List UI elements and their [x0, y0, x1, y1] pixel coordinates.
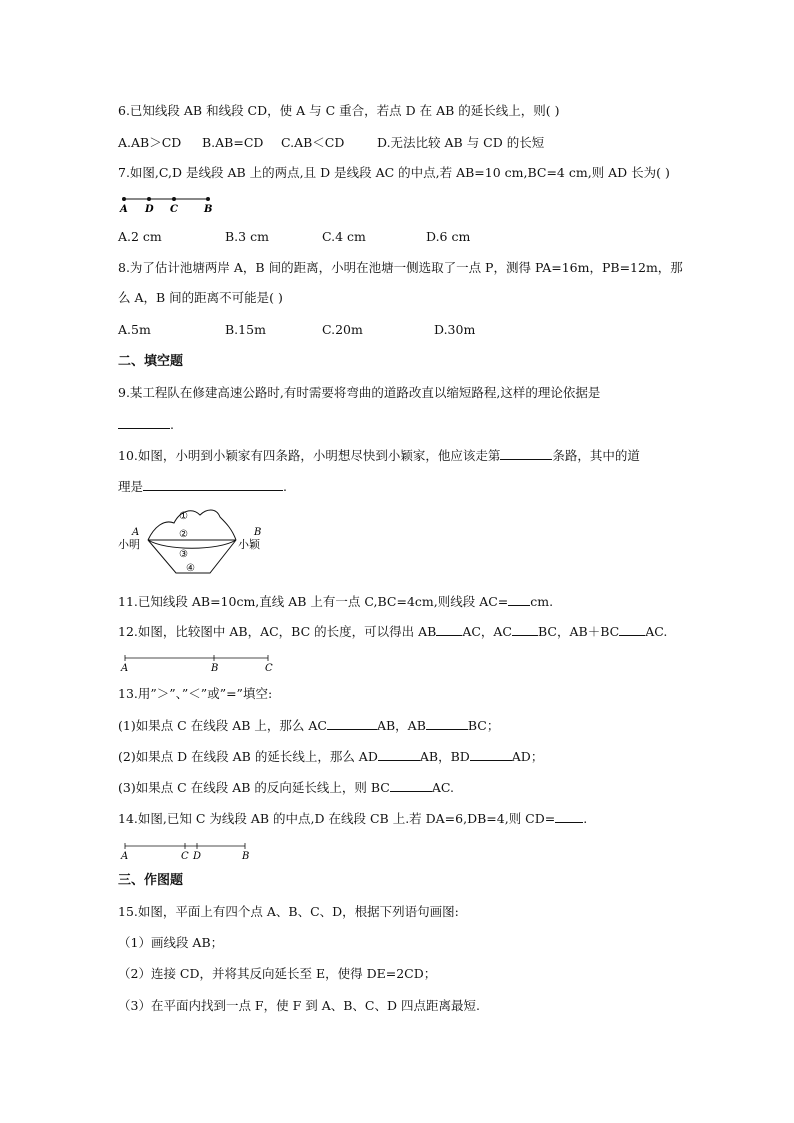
q13-p3-text-2: AC.: [431, 780, 454, 795]
q12-stem: [118, 623, 667, 640]
q14-stem: [118, 810, 587, 827]
q12-text-4: AC.: [645, 624, 668, 639]
q12-blank-1[interactable]: [436, 623, 462, 636]
q10-label-xiaoying: 小颖: [238, 538, 260, 551]
q10-line1: [118, 447, 640, 464]
q10-label-xiaoming: 小明: [118, 538, 140, 551]
q14-label-c: C: [181, 851, 189, 862]
q10-text-3: 理是: [118, 479, 144, 494]
q14-text-2: .: [583, 811, 588, 826]
q10-route-3: [148, 540, 236, 548]
q11-blank[interactable]: [508, 593, 530, 606]
q10-route-label-3: ③: [179, 549, 188, 560]
section-drawing-title: 三、作图题: [118, 873, 184, 888]
q6-stem: 6.已知线段 AB 和线段 CD，使 A 与 C 重合，若点 D 在 AB 的延长线上，则( ): [118, 103, 560, 118]
q10-text-1: 10.如图，小明到小颖家有四条路，小明想尽快到小颖家，他应该走第: [118, 448, 501, 463]
q11-stem: [118, 593, 553, 610]
q7-point-d: [147, 197, 151, 201]
q10-text-2: 条路，其中的道: [552, 448, 640, 463]
q14-figure: [115, 840, 260, 862]
q8-option-c: C.20m: [322, 322, 363, 337]
q6-options: [118, 135, 678, 151]
q10-line2: [118, 478, 287, 495]
q10-route-1: [148, 510, 236, 540]
q13-p2-text-3: AD；: [511, 749, 544, 764]
q7-point-a: [122, 197, 126, 201]
q13-p1-text-2: AB，AB: [376, 718, 426, 733]
q13-part-1: [118, 717, 499, 734]
q8-option-b: B.15m: [225, 322, 266, 337]
q11-text-1: 11.已知线段 AB=10cm,直线 AB 上有一点 C,BC=4cm,则线段 AC=: [118, 594, 509, 609]
q7-stem: 7.如图,C,D 是线段 AB 上的两点,且 D 是线段 AC 的中点,若 AB=10 cm,BC=4 cm,则 AD 长为( ): [118, 165, 670, 180]
q7-option-b: B.3 cm: [225, 229, 269, 244]
q10-text-4: .: [283, 479, 287, 494]
q10-blank-reason[interactable]: [143, 478, 283, 491]
q15-part-3: （3）在平面内找到一点 F，使 F 到 A、B、C、D 四点距离最短.: [118, 998, 480, 1013]
q9-blank[interactable]: [118, 416, 170, 429]
q13-p2-text-1: (2)如果点 D 在线段 AB 的延长线上，那么 AD: [118, 749, 378, 764]
q15-part-1: （1）画线段 AB；: [118, 935, 224, 950]
q7-option-d: D.6 cm: [426, 229, 471, 244]
q15-part-2: （2）连接 CD，并将其反向延长至 E，使得 DE=2CD；: [118, 966, 437, 981]
q13-part-2: [118, 748, 543, 765]
q13-p1-blank-2[interactable]: [426, 717, 468, 730]
q8-stem-line2: 么 A，B 间的距离不可能是( ): [118, 290, 283, 305]
q7-option-a: A.2 cm: [118, 229, 162, 244]
q12-blank-3[interactable]: [619, 623, 645, 636]
q7-label-a: A: [120, 204, 128, 215]
q12-text-3: BC，AB＋BC: [538, 624, 620, 639]
q9-tail: .: [170, 417, 174, 432]
q9-stem: 9.某工程队在修建高速公路时,有时需要将弯曲的道路改直以缩短路程,这样的理论依据是: [118, 385, 601, 400]
q12-text-1: 12.如图，比较图中 AB，AC，BC 的长度，可以得出 AB: [118, 624, 437, 639]
q13-p2-blank-2[interactable]: [470, 748, 512, 761]
q12-label-a: A: [121, 663, 129, 674]
section-fill-in-title: 二、填空题: [118, 354, 184, 369]
q12-figure: [115, 652, 280, 674]
q8-options: [118, 322, 678, 338]
q13-p3-text-1: (3)如果点 C 在线段 AB 的反向延长线上，则 BC: [118, 780, 390, 795]
q13-p2-text-2: AB，BD: [419, 749, 470, 764]
q6-option-a: A.AB＞CD: [118, 135, 182, 150]
q12-text-2: AC，AC: [462, 624, 512, 639]
q15-stem: 15.如图，平面上有四个点 A、B、C、D，根据下列语句画图:: [118, 904, 459, 919]
q7-point-b: [206, 197, 210, 201]
q12-label-c: C: [265, 663, 273, 674]
q12-blank-2[interactable]: [512, 623, 538, 636]
q10-route-label-4: ④: [186, 563, 195, 574]
q13-p1-text-1: (1)如果点 C 在线段 AB 上，那么 AC: [118, 718, 327, 733]
q14-label-b: B: [242, 851, 250, 862]
q7-options: [118, 229, 678, 245]
q8-stem-line1: 8.为了估计池塘两岸 A，B 间的距离，小明在池塘一侧选取了一点 P，测得 PA=16m，PB=12m，那: [118, 260, 683, 275]
q11-text-2: cm.: [530, 594, 554, 609]
q14-label-d: D: [193, 851, 202, 862]
q13-p1-text-3: BC；: [467, 718, 500, 733]
q6-option-c: C.AB＜CD: [281, 135, 345, 150]
q7-label-c: C: [170, 204, 178, 215]
q13-stem: 13.用”＞”、”＜”或”=”填空:: [118, 686, 273, 701]
q14-label-a: A: [121, 851, 129, 862]
q12-label-b: B: [211, 663, 219, 674]
q10-label-a: A: [132, 527, 140, 538]
q10-route-label-2: ②: [179, 529, 188, 540]
q7-point-c: [172, 197, 176, 201]
q13-p1-blank-1[interactable]: [327, 717, 377, 730]
q10-figure: [114, 505, 276, 580]
q8-option-a: A.5m: [118, 322, 151, 337]
q7-label-b: B: [204, 204, 213, 215]
q7-label-d: D: [145, 204, 154, 215]
q10-blank-route[interactable]: [500, 447, 552, 460]
q14-blank[interactable]: [555, 810, 583, 823]
q13-p3-blank[interactable]: [390, 779, 432, 792]
q13-part-3: [118, 779, 454, 796]
q7-figure: [115, 192, 225, 216]
q10-route-label-1: ①: [179, 511, 188, 522]
q6-option-d: D.无法比较 AB 与 CD 的长短: [377, 135, 545, 150]
q6-option-b: B.AB=CD: [202, 135, 264, 150]
q14-text-1: 14.如图,已知 C 为线段 AB 的中点,D 在线段 CB 上.若 DA=6,DB=4,则 CD=: [118, 811, 556, 826]
q13-p2-blank-1[interactable]: [378, 748, 420, 761]
q8-option-d: D.30m: [434, 322, 476, 337]
q7-option-c: C.4 cm: [322, 229, 366, 244]
q9-answer-line: [118, 416, 174, 433]
q10-label-b: B: [254, 527, 262, 538]
